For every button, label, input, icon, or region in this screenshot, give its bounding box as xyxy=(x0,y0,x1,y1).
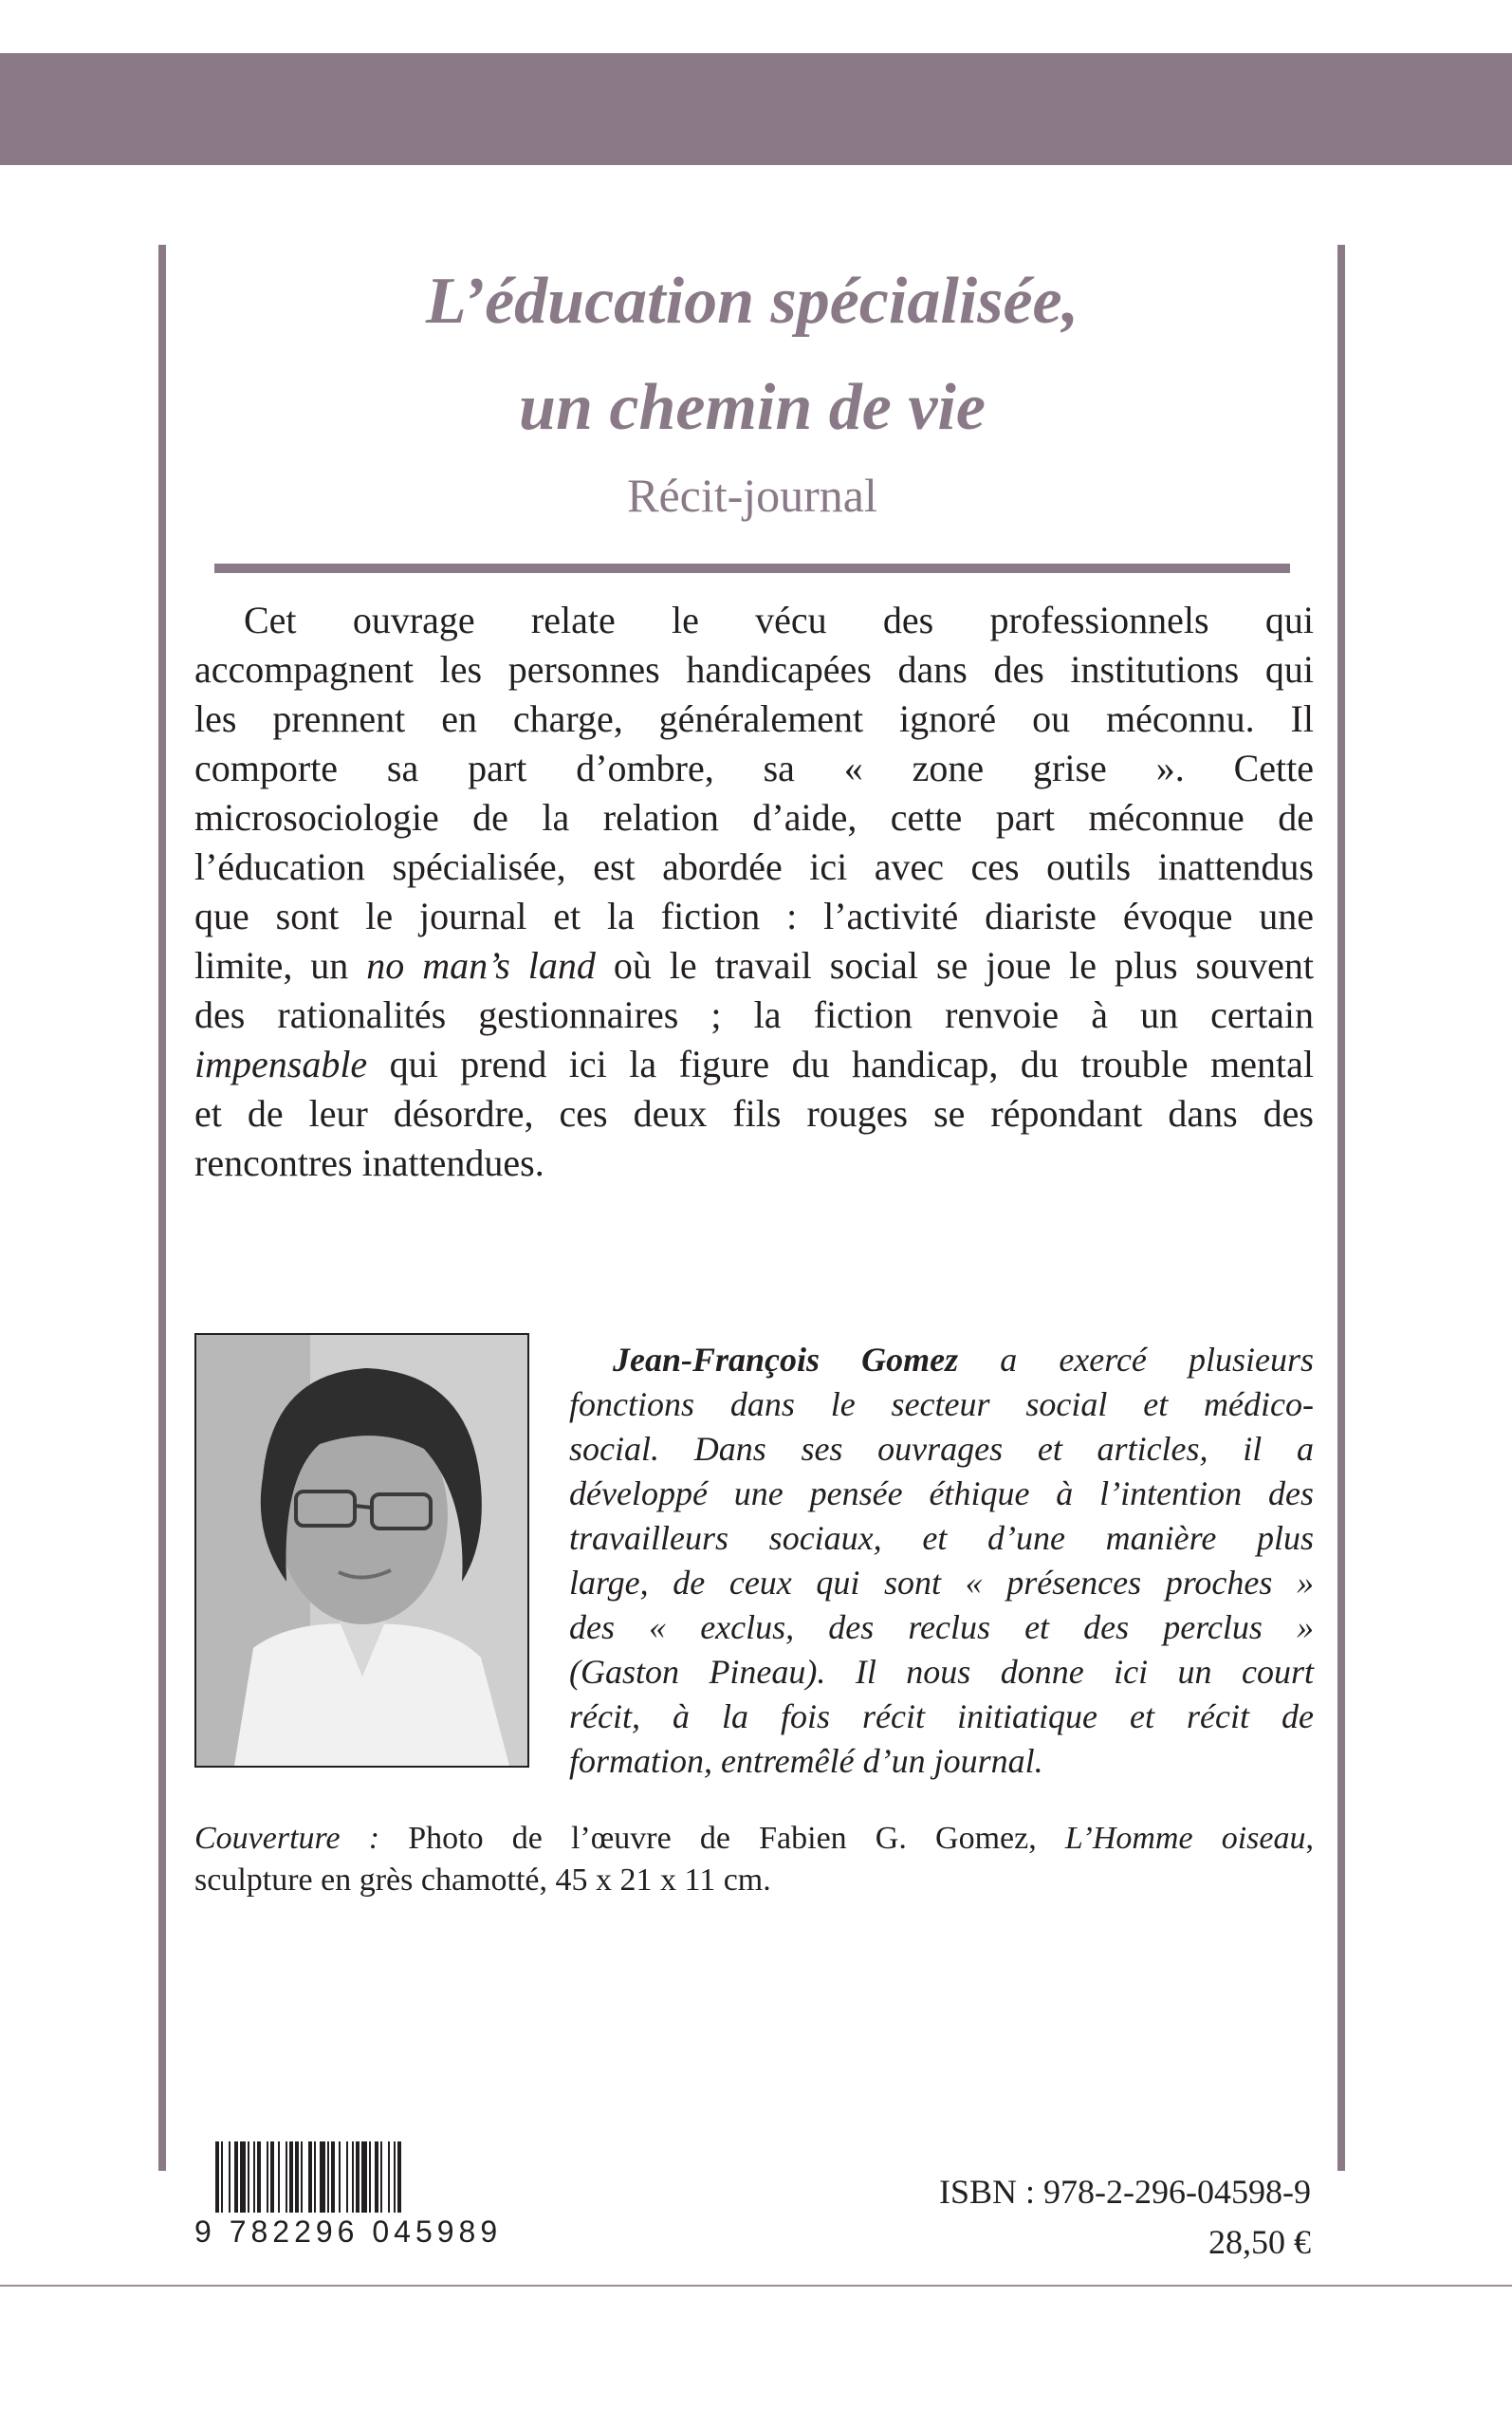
summary-text: qui prend ici la figure du handicap, du trouble mental xyxy=(367,1043,1314,1085)
price: 28,50 € xyxy=(1208,2223,1311,2261)
barcode-bar xyxy=(352,2141,354,2217)
title-block xyxy=(167,249,1337,524)
isbn-number: ISBN : 978-2-296-04598-9 xyxy=(939,2173,1311,2211)
barcode-bar xyxy=(278,2141,280,2217)
barcode-bar xyxy=(369,2141,371,2217)
barcode-bar xyxy=(289,2141,293,2217)
barcode-bar xyxy=(397,2141,401,2217)
bio-line: des « exclus, des reclus et des perclus » xyxy=(569,1608,1314,1646)
summary-line: microsociologie de la relation d’aide, cette part méconnue de xyxy=(194,796,1314,839)
barcode-bar xyxy=(331,2141,335,2217)
summary-text: où le travail social se joue le plus souvent xyxy=(595,944,1314,987)
bio-text: a exercé plusieurs xyxy=(958,1341,1315,1379)
top-color-band xyxy=(0,53,1512,165)
bio-line xyxy=(569,1338,1314,1382)
barcode-bar xyxy=(394,2141,396,2217)
bio-line: formation, entremêlé d’un journal. xyxy=(569,1742,1043,1780)
summary-line: rencontres inattendues. xyxy=(194,1141,544,1184)
barcode-bar xyxy=(215,2141,219,2217)
barcode-bar xyxy=(361,2141,367,2217)
title-divider xyxy=(214,564,1290,573)
barcode-bar xyxy=(356,2141,360,2217)
summary-line: des rationalités gestionnaires ; la fiction renvoie à un certain xyxy=(194,993,1314,1036)
bio-line: fonctions dans le secteur social et médico- xyxy=(569,1385,1314,1423)
barcode-bar xyxy=(308,2141,312,2217)
bio-line: récit, à la fois récit initiatique et récit de xyxy=(569,1697,1314,1735)
summary-line xyxy=(194,941,1314,991)
summary-emphasis: impensable xyxy=(194,1043,368,1085)
summary-line: l’éducation spécialisée, est abordée ici avec ces outils inattendus xyxy=(194,845,1314,888)
summary-line: Cet ouvrage relate le vécu des professionnels qui xyxy=(244,599,1314,641)
barcode-bar xyxy=(248,2141,249,2217)
bio-line: (Gaston Pineau). Il nous donne ici un court xyxy=(569,1653,1314,1691)
summary-line: que sont le journal et la fiction : l’activité diariste évoque une xyxy=(194,895,1314,937)
summary-text: limite, un xyxy=(194,944,367,987)
bio-line: développé une pensée éthique à l’intention des xyxy=(569,1474,1314,1512)
author-portrait-photo xyxy=(194,1333,529,1768)
summary-line: les prennent en charge, généralement ignoré ou méconnu. Il xyxy=(194,697,1314,740)
bio-line: large, de ceux qui sont « présences proches » xyxy=(569,1564,1314,1602)
barcode-bar xyxy=(270,2141,274,2217)
bio-line: travailleurs sociaux, et d’une manière plus xyxy=(569,1519,1314,1557)
summary-line: accompagnent les personnes handicapées dans des institutions qui xyxy=(194,648,1314,691)
barcode-bar xyxy=(380,2141,382,2217)
portrait-illustration xyxy=(196,1335,527,1766)
credit-line xyxy=(194,1818,1314,1860)
credit-text: , xyxy=(1305,1821,1315,1856)
left-vertical-rule xyxy=(158,245,166,2171)
barcode-bar xyxy=(267,2141,268,2217)
book-subtitle: Récit-journal xyxy=(627,469,877,522)
bottom-rule xyxy=(0,2285,1512,2287)
book-title-line-1: L’éducation spécialisée, xyxy=(425,265,1079,338)
barcode-digits: 9 782296 045989 xyxy=(194,2213,515,2251)
barcode-bar xyxy=(375,2141,378,2217)
summary-line xyxy=(194,1040,1314,1089)
barcode-bar xyxy=(295,2141,299,2217)
summary-emphasis: no man’s land xyxy=(366,944,596,987)
summary-line: comporte sa part d’ombre, sa « zone grise ». Cette xyxy=(194,747,1314,789)
author-bio xyxy=(569,1338,1314,1784)
barcode-bar xyxy=(240,2141,246,2217)
barcode-bar xyxy=(327,2141,329,2217)
barcode-bar xyxy=(257,2141,261,2217)
summary-paragraph xyxy=(194,596,1314,1188)
barcode-bar xyxy=(286,2141,287,2217)
barcode-bar xyxy=(388,2141,390,2217)
author-name: Jean-François Gomez xyxy=(613,1341,959,1379)
artwork-title: L’Homme oiseau xyxy=(1064,1821,1306,1856)
summary-line: et de leur désordre, ces deux fils rouges se répondant dans des xyxy=(194,1092,1314,1135)
barcode-bar xyxy=(320,2141,325,2217)
credit-line: sculpture en grès chamotté, 45 x 21 x 11 cm. xyxy=(194,1862,771,1898)
right-vertical-rule xyxy=(1337,245,1345,2171)
barcode-bar xyxy=(229,2141,230,2217)
credit-label: Couverture : xyxy=(194,1821,380,1856)
barcode-bar xyxy=(301,2141,303,2217)
barcode-bar xyxy=(234,2141,238,2217)
barcode-bar xyxy=(253,2141,255,2217)
barcode-bar xyxy=(221,2141,223,2217)
book-title-line-2: un chemin de vie xyxy=(519,371,986,444)
bio-line: social. Dans ses ouvrages et articles, il a xyxy=(569,1430,1314,1468)
barcode-bar xyxy=(339,2141,341,2217)
barcode-bar xyxy=(314,2141,316,2217)
cover-credit xyxy=(194,1818,1314,1901)
barcode-bars xyxy=(194,2141,515,2217)
barcode-bar xyxy=(346,2141,348,2217)
credit-text: Photo de l’œuvre de Fabien G. Gomez, xyxy=(379,1821,1065,1856)
